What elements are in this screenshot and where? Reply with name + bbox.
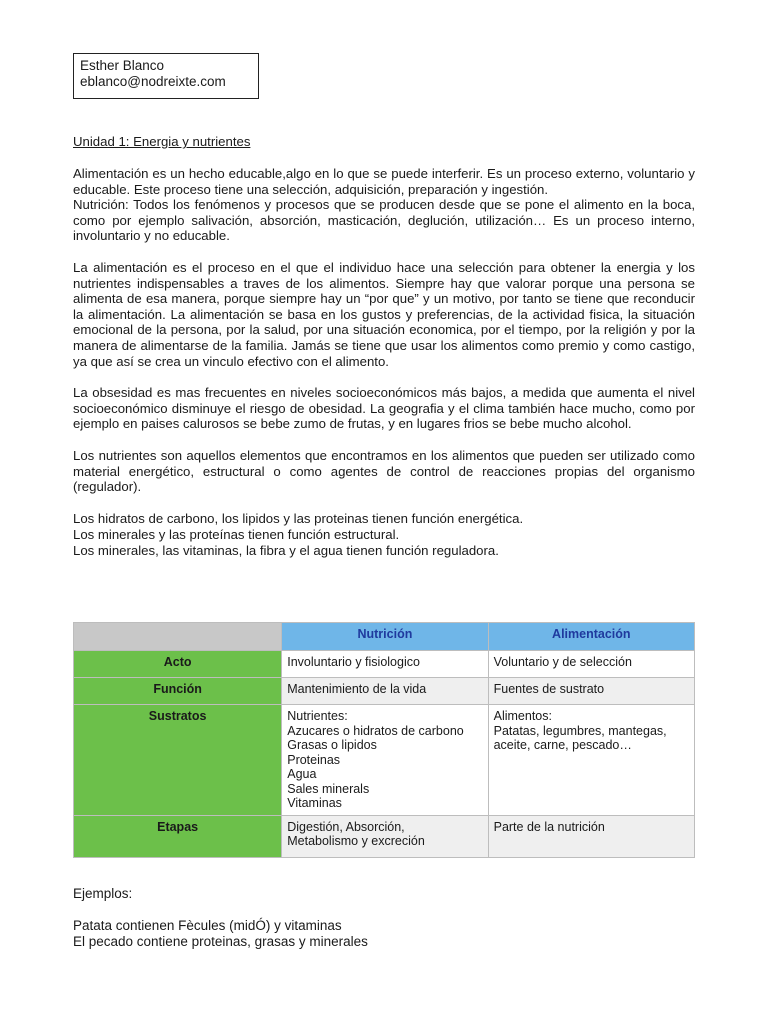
cell-line: Patatas, legumbres, mantegas, [493,723,667,738]
paragraph-definitions [73,166,695,244]
cell-line: Involuntario y fisiologico [287,655,420,669]
author-name: Esther Blanco [80,58,165,73]
cell-line: Sales minerals [287,781,370,796]
function-line: Los minerales, las vitaminas, la fibra y el agua tienen función reguladora. [73,542,499,558]
cell-nutricion [282,651,488,678]
paragraph-alimentacion-proceso: La alimentación es el proceso en el que el individuo hace una selección para obtener la energia y los nutrientes indispensables a traves de los alimentos. Siempre hay que valorar porque una persona se alimenta de esa manera, porque siempre hay un “por que” y un motivo, por tanto se tiene que reconducir la alimentación. La alimentación se basa en los gustos y preferencias, de la actividad fisica, la situación emocional de la persona, por la salud, por una situación economica, por el tiempo, por la religión y por la manera de alimentarse de la familia. Jamás se tiene que usar los alimentos como premio y como castigo, ya que así se crea un vinculo efectivo con el alimento. [73,259,695,369]
cell-line: Alimentos: [493,709,552,723]
cell-line: Agua [287,767,317,781]
paragraph-nutrientes: Los nutrientes son aquellos elementos que encontramos en los alimentos que pueden ser utilizado como material energético, estructural o como agentes de control de reacciones propias del organismo (regulador). [73,447,695,495]
cell-line: Mantenimiento de la vida [287,682,427,696]
cell-line: aceite, carne, pescado… [493,738,632,752]
cell-nutricion [282,705,488,816]
examples-title: Ejemplos: [73,886,133,901]
function-line: Los minerales y las proteínas tienen función estructural. [73,526,400,542]
table-row [74,815,695,857]
example-item: Patata contienen Fècules (midÓ) y vitaminas [73,918,342,933]
table-header-alimentacion: Alimentación [488,623,694,651]
cell-nutricion [282,678,488,705]
cell-line: Vitaminas [287,796,342,810]
paragraph-obesidad: La obsesidad es mas frecuentes en niveles socioeconómicos más bajos, a medida que aumenta el nivel socioeconómico disminuye el riesgo de obesidad. La geografia y el clima también hace mucho, como por ejemplo en paises calurosos se bebe zumo de frutas, y en lugares frios se bebe mucho alcohol. [73,385,695,432]
examples-section [73,886,695,950]
table-row [74,651,695,678]
cell-nutricion [282,815,488,857]
author-box [73,53,259,99]
cell-line: Digestión, Absorción, [287,819,405,834]
cell-line: Proteinas [287,752,341,767]
function-line: Los hidratos de carbono, los lipidos y las proteinas tienen función energética. [73,510,524,526]
cell-line: Parte de la nutrición [493,819,605,834]
cell-line: Fuentes de sustrato [493,682,605,696]
cell-line: Azucares o hidratos de carbono [287,723,464,738]
row-label: Etapas [74,815,282,857]
cell-line: Metabolismo y excreción [287,834,425,848]
paragraph-nutricion: Nutrición: Todos los fenómenos y procesos que se producen desde que se pone el alimento en la boca, como por ejemplo salivación, absorción, masticación, deglución, utilización… Es un proceso interno, involuntario y no educable. [73,197,695,244]
example-item: El pecado contiene proteinas, grasas y minerales [73,934,368,949]
cell-alimentacion [488,815,694,857]
table-header-blank [74,623,282,651]
cell-alimentacion [488,651,694,678]
table-header-nutricion: Nutrición [282,623,488,651]
table-header-row [74,623,695,651]
author-email: eblanco@nodreixte.com [80,74,226,89]
cell-alimentacion [488,678,694,705]
row-label: Acto [74,651,282,678]
paragraph-alimentacion: Alimentación es un hecho educable,algo en lo que se puede interferir. Es un proceso externo, voluntario y educable. Este proceso tiene una selección, adquisición, preparación y ingestión. [73,166,695,197]
comparison-table [73,622,695,858]
unit-title: Unidad 1: Energia y nutrientes [73,134,251,149]
cell-line: Grasas o lipidos [287,738,377,752]
table-row [74,705,695,816]
table-row [74,678,695,705]
document-body [73,134,695,559]
function-list [73,511,695,559]
cell-line: Voluntario y de selección [493,655,632,669]
cell-line: Nutrientes: [287,709,348,723]
cell-alimentacion [488,705,694,816]
row-label: Sustratos [74,705,282,816]
row-label: Función [74,678,282,705]
